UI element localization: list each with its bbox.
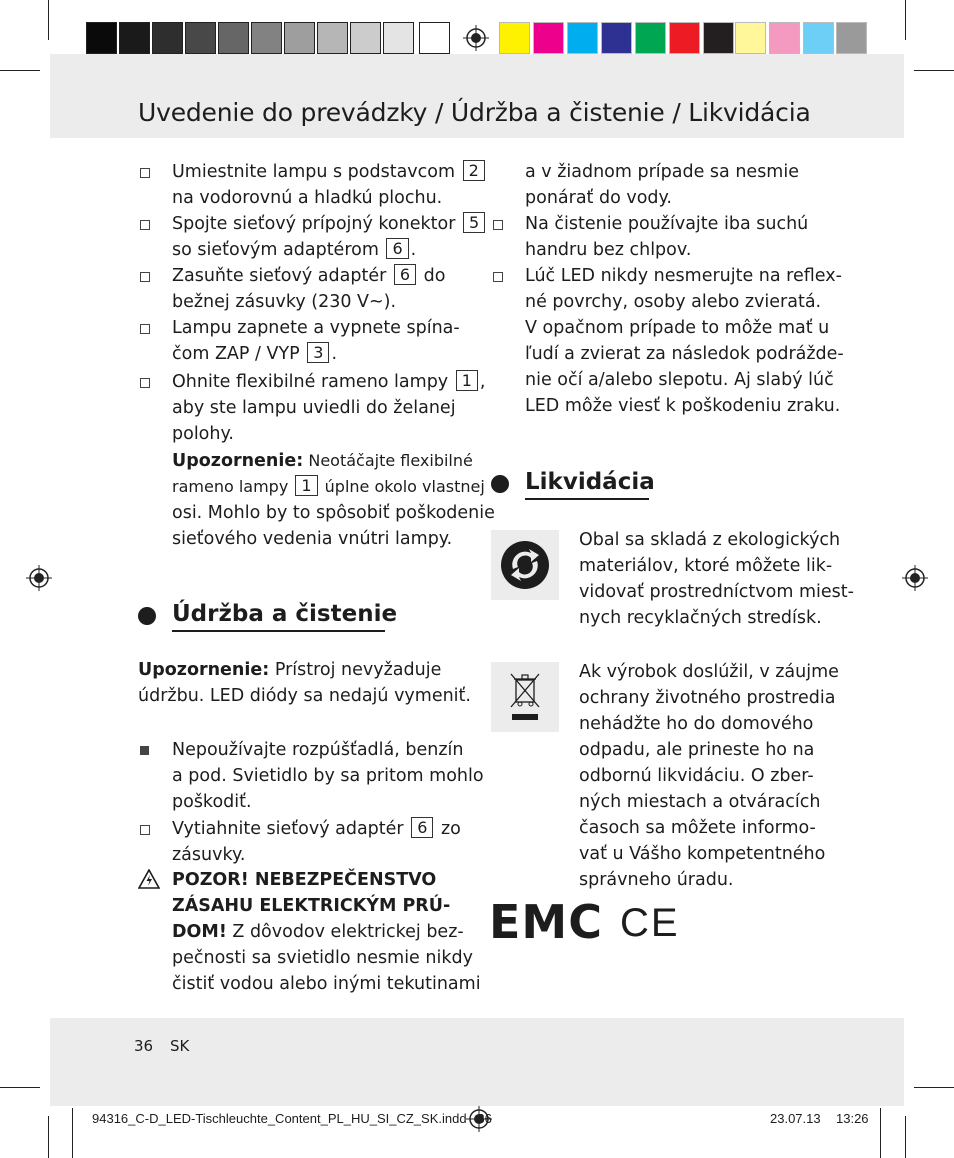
paragraph xyxy=(579,659,839,893)
part-number-box: 1 xyxy=(456,370,478,391)
print-date: 23.07.13 xyxy=(770,1111,821,1126)
text-line xyxy=(172,474,495,500)
ce-mark: CE xyxy=(620,901,680,945)
text-line: ľudí a zvierat za následok podrážde- xyxy=(525,344,844,364)
warning-heading-line: ZÁSAHU ELEKTRICKÝM PRÚ- xyxy=(172,896,451,916)
text-line xyxy=(172,500,495,526)
section-bullet-icon xyxy=(491,475,509,493)
gray-swatch xyxy=(251,22,282,54)
gray-swatch xyxy=(317,22,348,54)
part-number-box: 6 xyxy=(386,238,408,259)
gray-swatch xyxy=(218,22,249,54)
part-number-box: 2 xyxy=(463,160,485,181)
text-line xyxy=(172,185,487,211)
color-swatch xyxy=(499,22,530,54)
text-line xyxy=(275,660,442,680)
text-line xyxy=(308,451,473,470)
text-run: Vytiahnite sieťový adaptér xyxy=(172,819,410,839)
checkbox-bullet-icon xyxy=(140,324,150,334)
part-number-box: 6 xyxy=(394,264,416,285)
text-run: Lampu zapnete a vypnete spína- xyxy=(172,318,460,338)
text-line: Na čistenie používajte iba suchú xyxy=(525,214,809,234)
list-item xyxy=(525,263,844,419)
text-line xyxy=(172,237,487,263)
part-number-box: 1 xyxy=(295,475,317,496)
gray-swatch xyxy=(152,22,183,54)
print-time: 13:26 xyxy=(836,1111,869,1126)
text-line xyxy=(172,737,484,763)
text-run: Nepoužívajte rozpúšťadlá, benzín xyxy=(172,740,464,760)
text-line: Lúč LED nikdy nesmerujte na reflex- xyxy=(525,266,842,286)
section-underline xyxy=(172,630,385,632)
part-number-box: 6 xyxy=(411,817,433,838)
text-line xyxy=(172,341,460,367)
warning-paragraph xyxy=(172,867,481,997)
text-line: materiálov, ktoré môžete lik- xyxy=(579,556,833,576)
text-run: Zasuňte sieťový adaptér xyxy=(172,266,392,286)
text-line xyxy=(172,526,495,552)
text-line xyxy=(138,657,471,683)
text-line: a v žiadnom prípade sa nesmie xyxy=(525,162,799,182)
list-item xyxy=(172,737,484,815)
registration-mark-icon xyxy=(26,565,52,591)
text-line xyxy=(138,683,471,709)
text-line: vať u Vášho kompetentného xyxy=(579,844,826,864)
footer-band xyxy=(50,1018,904,1106)
text-run: sieťového vedenia vnútri lampy. xyxy=(172,529,453,549)
list-item xyxy=(525,211,808,263)
recycling-icon xyxy=(491,530,559,600)
text-line: Obal sa skladá z ekologických xyxy=(579,530,841,550)
gray-swatch xyxy=(419,22,450,54)
text-line: Ak výrobok doslúžil, v záujme xyxy=(579,662,839,682)
text-line xyxy=(172,369,485,395)
color-swatch xyxy=(669,22,700,54)
gray-swatch xyxy=(119,22,150,54)
text-line: ponárať do vody. xyxy=(525,188,672,208)
note-paragraph xyxy=(138,657,471,709)
text-run: bežnej zásuvky (230 V~). xyxy=(172,292,397,312)
checkbox-bullet-icon xyxy=(140,825,150,835)
text-run: Prístroj nevyžaduje xyxy=(274,660,442,680)
text-run: Spojte sieťový prípojný konektor xyxy=(172,214,461,234)
color-swatch xyxy=(836,22,867,54)
text-line: odpadu, ale prineste ho na xyxy=(579,740,815,760)
text-run: Z dôvodov elektrickej bez- xyxy=(232,922,464,942)
text-line xyxy=(172,263,445,289)
gray-swatch xyxy=(350,22,381,54)
warning-heading-line: POZOR! NEBEZPEČENSTVO xyxy=(172,870,437,890)
list-item xyxy=(172,211,487,263)
text-run: aby ste lampu uviedli do želanej xyxy=(172,398,456,418)
page-title: Uvedenie do prevádzky / Údržba a čistenie / Likvidácia xyxy=(138,98,811,127)
registration-mark-icon xyxy=(463,25,489,51)
text-line xyxy=(172,448,495,474)
color-swatch xyxy=(533,22,564,54)
text-line: pečnosti sa svietidlo nesmie nikdy xyxy=(172,948,473,968)
text-line xyxy=(172,919,481,945)
text-line xyxy=(172,159,487,185)
file-slug: 94316_C-D_LED-Tischleuchte_Content_PL_HU_SI_CZ_SK.indd 36 xyxy=(92,1111,492,1126)
checkbox-bullet-icon xyxy=(140,168,150,178)
text-run: poškodiť. xyxy=(172,792,252,812)
warning-heading-line: DOM! xyxy=(172,922,227,942)
gray-swatch xyxy=(185,22,216,54)
text-line xyxy=(172,289,445,315)
color-swatch xyxy=(635,22,666,54)
filled-square-bullet-icon xyxy=(140,746,149,755)
list-item xyxy=(172,263,445,315)
registration-mark-icon xyxy=(902,565,928,591)
color-swatch xyxy=(735,22,766,54)
text-line xyxy=(172,789,484,815)
color-swatch xyxy=(803,22,834,54)
warning-triangle-icon xyxy=(138,869,160,889)
note-label: Upozornenie: xyxy=(138,660,270,680)
text-run: úplne okolo vlastnej xyxy=(319,477,485,496)
text-line: vidovať prostredníctvom miest- xyxy=(579,582,854,602)
section-title-disposal: Likvidácia xyxy=(525,469,655,495)
paragraph xyxy=(525,159,799,211)
text-run: , xyxy=(479,372,486,392)
color-swatch xyxy=(567,22,598,54)
text-line: správneho úradu. xyxy=(579,870,734,890)
text-line: handru bez chlpov. xyxy=(525,240,692,260)
text-line xyxy=(172,395,485,421)
text-run: Umiestnite lampu s podstavcom xyxy=(172,162,461,182)
text-line: nehádžte ho do domového xyxy=(579,714,814,734)
gray-swatch xyxy=(284,22,315,54)
text-line: V opačnom prípade to môže mať u xyxy=(525,318,830,338)
text-run: polohy. xyxy=(172,424,234,444)
text-line xyxy=(172,211,487,237)
text-run: do xyxy=(418,266,446,286)
text-line: nych recyklačných stredísk. xyxy=(579,608,822,628)
list-item xyxy=(172,315,460,367)
text-run: rameno lampy xyxy=(172,477,294,496)
checkbox-bullet-icon xyxy=(493,272,503,282)
text-run: . xyxy=(410,240,417,260)
checkbox-bullet-icon xyxy=(140,272,150,282)
checkbox-bullet-icon xyxy=(140,378,150,388)
gray-swatch xyxy=(383,22,414,54)
list-item xyxy=(172,159,487,211)
emc-mark: EMC xyxy=(489,895,603,949)
text-line xyxy=(172,421,485,447)
color-swatch xyxy=(769,22,800,54)
part-number-box: 3 xyxy=(307,342,329,363)
text-run: Ohnite flexibilné rameno lampy xyxy=(172,372,454,392)
text-run: a pod. Svietidlo by sa pritom mohlo xyxy=(172,766,484,786)
text-line: LED môže viesť k poškodeniu zraku. xyxy=(525,396,841,416)
page-number: 36 xyxy=(134,1037,154,1055)
list-item xyxy=(172,369,485,447)
text-run: zo xyxy=(435,819,461,839)
text-run: zásuvky. xyxy=(172,845,246,865)
text-run: čom ZAP / VYP xyxy=(172,344,306,364)
checkbox-bullet-icon xyxy=(493,220,503,230)
section-bullet-icon xyxy=(138,607,156,625)
note-label: Upozornenie: xyxy=(172,451,304,471)
part-number-box: 5 xyxy=(463,212,485,233)
text-line: né povrchy, osoby alebo zvieratá. xyxy=(525,292,822,312)
text-line xyxy=(172,842,461,868)
text-line: nie očí a/alebo slepotu. Aj slabý lúč xyxy=(525,370,834,390)
text-run: na vodorovnú a hladkú plochu. xyxy=(172,188,443,208)
text-line: čistiť vodou alebo inými tekutinami xyxy=(172,974,481,994)
text-line xyxy=(172,816,461,842)
weee-bin-icon xyxy=(491,662,559,732)
color-swatch xyxy=(601,22,632,54)
paragraph xyxy=(579,527,854,631)
gray-swatch xyxy=(86,22,117,54)
section-title-maintenance: Údržba a čistenie xyxy=(172,601,398,627)
text-run: osi. Mohlo by to spôsobiť poškodenie xyxy=(172,503,495,523)
list-item xyxy=(172,816,461,868)
text-run: so sieťovým adaptérom xyxy=(172,240,385,260)
text-run: . xyxy=(331,344,338,364)
text-line: ochrany životného prostredia xyxy=(579,688,836,708)
text-line xyxy=(172,315,460,341)
color-swatch xyxy=(703,22,734,54)
text-line: časoch sa môžete informo- xyxy=(579,818,816,838)
section-underline xyxy=(525,498,649,500)
text-line: odbornú likvidáciu. O zber- xyxy=(579,766,814,786)
checkbox-bullet-icon xyxy=(140,220,150,230)
text-run: údržbu. LED diódy sa nedajú vymeniť. xyxy=(138,686,471,706)
text-line: ných miestach a otváracích xyxy=(579,792,821,812)
language-code: SK xyxy=(170,1037,190,1055)
text-line xyxy=(172,763,484,789)
note-paragraph xyxy=(172,448,495,552)
text-run: Neotáčajte flexibilné xyxy=(308,451,473,470)
